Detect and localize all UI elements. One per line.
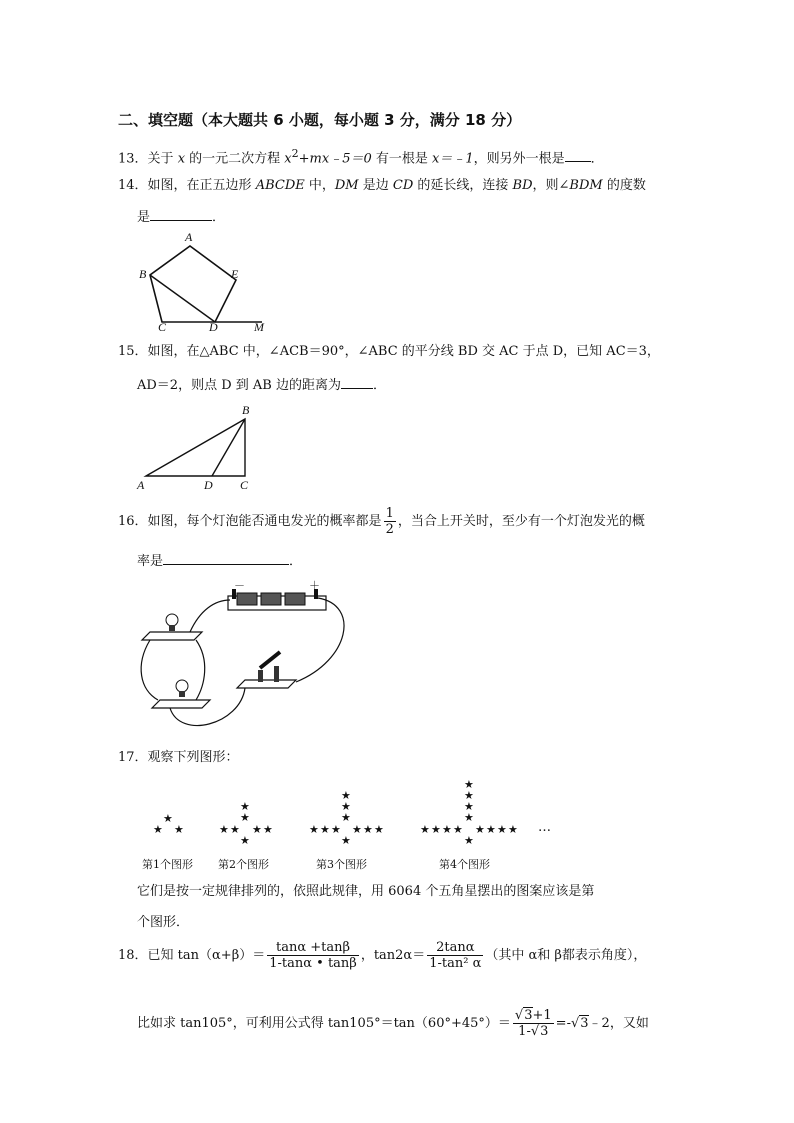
label-B: B — [242, 403, 250, 417]
label-D: D — [204, 478, 213, 492]
label-C: C — [158, 320, 167, 334]
switch-board — [237, 680, 296, 688]
caption-figure-3: 第3个图形 — [316, 858, 367, 871]
q16-number: 16． — [118, 514, 148, 529]
question-13: 13．关于 x 的一元二次方程 $x^2+mx﹣5=0$ 有一根是 x＝﹣1，则另外一根是 ． — [118, 147, 604, 167]
question-18: 18．已知 tan（α+β）＝ $\frac{\tan\alpha +\tan\beta}{1-\tan\alpha • \tan\beta}$ ，tan2α＝ $\frac{2\tan\alpha}{\text{1-tan² α}}$ （其中 α和 β都表示角度）， — [118, 940, 647, 971]
bulb-base — [179, 691, 185, 697]
label-B: B — [139, 267, 147, 281]
battery-cell — [285, 593, 305, 605]
fraction-tan105: $\frac{√3+1}{1-√3}$ — [514, 1008, 552, 1039]
section-heading: 二、填空题（本大题共 6 小题，每小题 3 分，满分 18 分） — [118, 111, 522, 129]
question-15: 15．如图，在△ABC 中，∠ACB＝90°，∠ABC 的平分线 BD 交 AC 于点 D，已知 AC＝3， — [118, 344, 660, 359]
minus-sign: － — [234, 579, 245, 592]
question-16-line2: 率是 ． — [137, 554, 303, 569]
caption-figure-1: 第1个图形 — [142, 858, 193, 871]
fraction-one-half: $\frac{1}{2}$ — [385, 506, 394, 537]
question-15-line2: AD＝2，则点 D 到 AB 边的距离为 ． — [137, 378, 386, 393]
label-E: E — [231, 267, 239, 281]
question-18-line2: 比如求 tan105°，可利用公式得 tan105°＝tan（60°+45°）＝ $\frac{√3+1}{1-√3}$ =-√3﹣2，又如 — [137, 1008, 649, 1039]
question-17: 17．观察下列图形： — [118, 750, 239, 765]
lamp-board-lower — [152, 700, 210, 708]
q18-number: 18． — [118, 948, 148, 963]
question-16: 16．如图，每个灯泡能否通电发光的概率都是 $\frac{1}{2}$ ，当合上开关时，至少有一个灯泡发光的概 — [118, 506, 645, 537]
lamp-board-upper — [142, 632, 202, 640]
label-D: D — [209, 320, 218, 334]
battery-cell — [237, 593, 257, 605]
label-A: A — [137, 478, 145, 492]
label-A: A — [185, 230, 193, 244]
q17-number: 17． — [118, 750, 148, 765]
switch-post — [274, 666, 279, 682]
formula-tan-double: $\frac{2\tan\alpha}{\text{1-tan² α}}$ — [429, 940, 482, 971]
switch-post — [258, 670, 263, 682]
bulb-base — [169, 625, 175, 631]
switch-lever — [260, 652, 280, 668]
q14-number: 14． — [118, 178, 148, 193]
bulb-upper — [166, 614, 178, 626]
q13-number: 13． — [118, 151, 148, 167]
battery-cell — [261, 593, 281, 605]
plus-sign: ＋ — [309, 579, 320, 592]
label-M: M — [254, 320, 264, 334]
q15-number: 15． — [118, 344, 148, 359]
caption-figure-4: 第4个图形 — [439, 858, 490, 871]
question-14-line2: 是 ． — [137, 210, 226, 225]
label-C: C — [240, 478, 249, 492]
question-14: 14．如图，在正五边形 ABCDE 中，DM 是边 CD 的延长线，连接 BD，则∠BDM 的度数 — [118, 178, 646, 193]
bulb-lower — [176, 680, 188, 692]
question-17-line2: 它们是按一定规律排列的，依照此规律，用 6064 个五角星摆出的图案应该是第 — [137, 884, 595, 899]
question-17-line3: 个图形． — [137, 915, 190, 930]
caption-figure-2: 第2个图形 — [218, 858, 269, 871]
formula-tan-sum: $\frac{\tan\alpha +\tan\beta}{1-\tan\alpha • \tan\beta}$ — [269, 940, 357, 971]
ellipsis: … — [538, 820, 551, 835]
